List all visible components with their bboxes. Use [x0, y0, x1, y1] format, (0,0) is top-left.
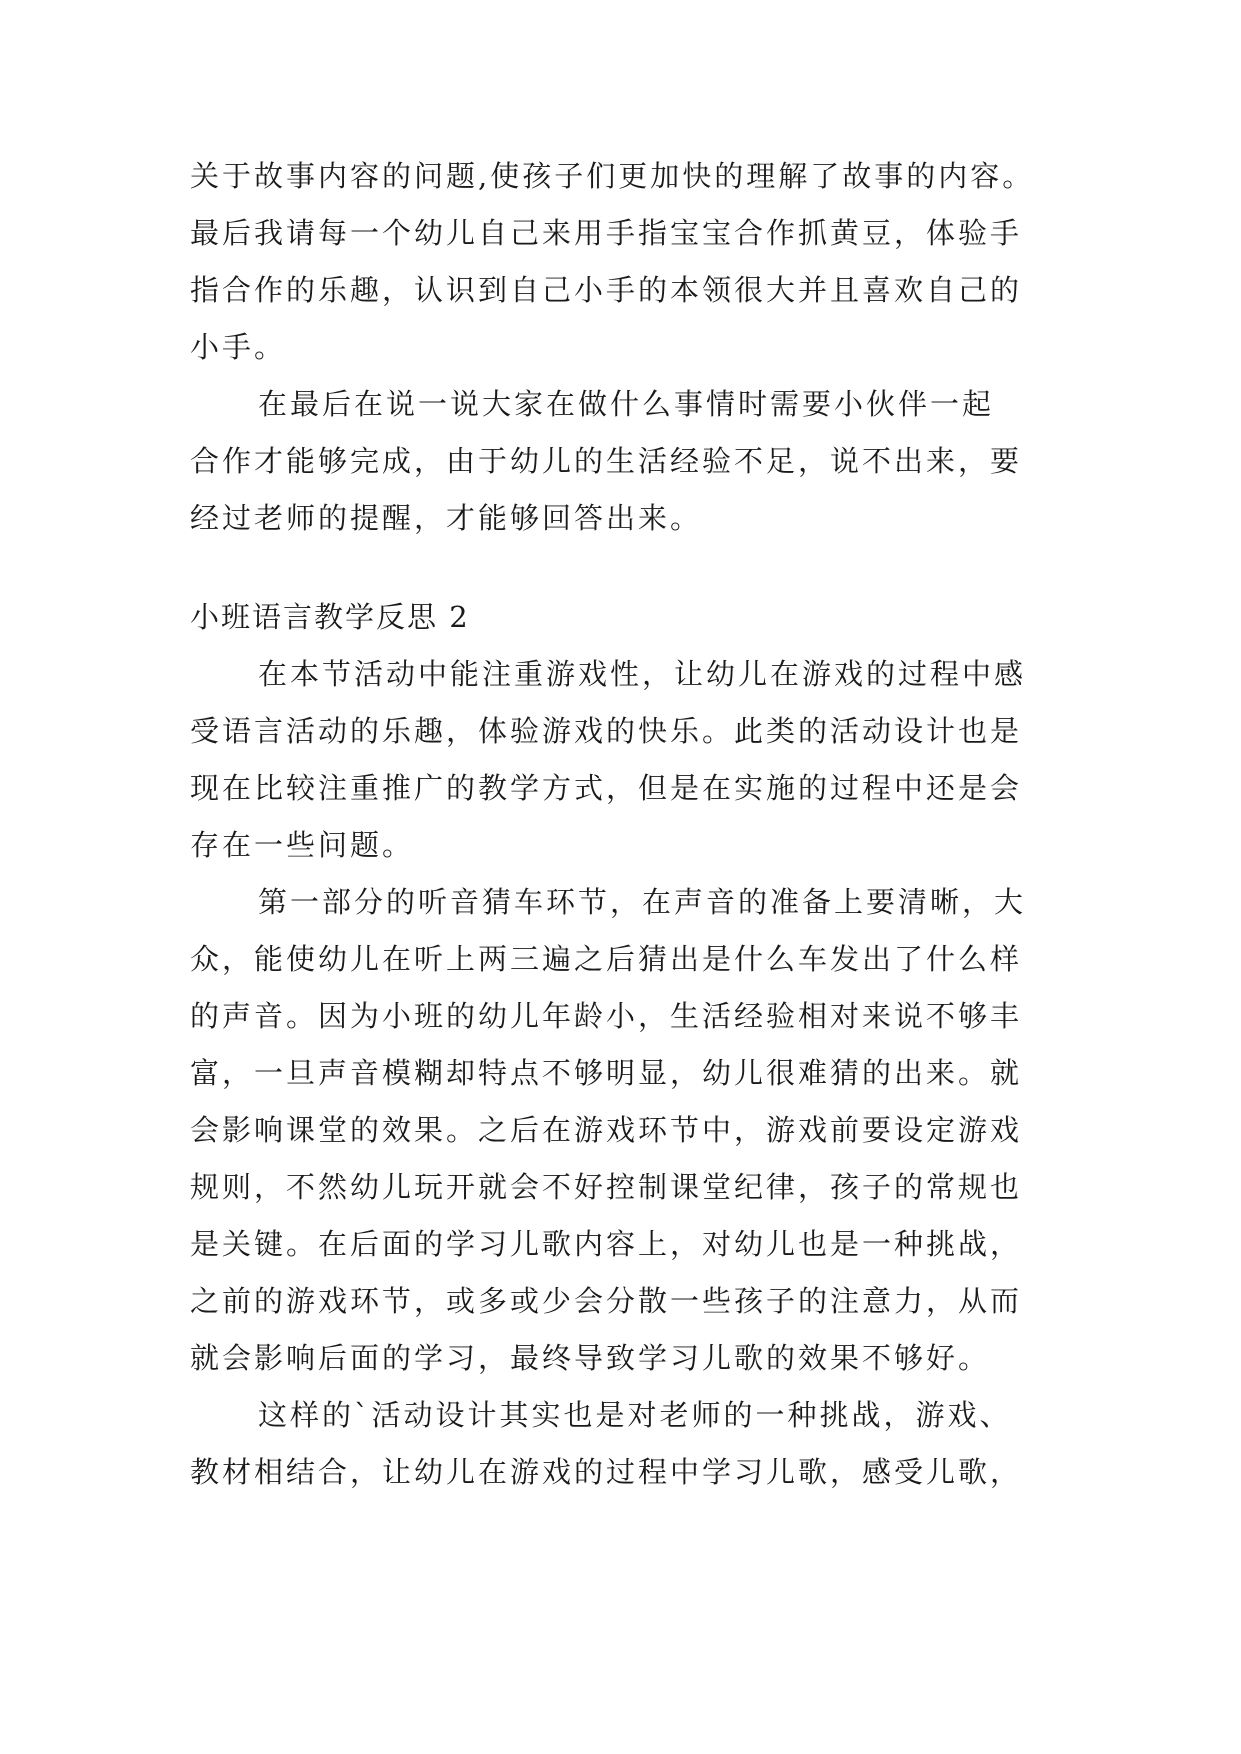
text-line: 在本节活动中能注重游戏性，让幼儿在游戏的过程中感 — [258, 657, 1027, 691]
text-line: 受语言活动的乐趣，体验游戏的快乐。此类的活动设计也是 — [190, 714, 1023, 748]
paragraph-sound-guessing — [190, 874, 1110, 1387]
text-line: 现在比较注重推广的教学方式，但是在实施的过程中还是会 — [190, 771, 1023, 805]
paragraph-cooperation — [190, 376, 1110, 547]
section-title: 小班语言教学反思 2 — [190, 600, 470, 634]
paragraph-game-activity — [190, 646, 1110, 874]
text-line: 这样的`活动设计其实也是对老师的一种挑战，游戏、 — [258, 1398, 1012, 1432]
text-line: 第一部分的听音猜车环节，在声音的准备上要清晰，大 — [258, 885, 1027, 919]
text-line: 教材相结合，让幼儿在游戏的过程中学习儿歌，感受儿歌， — [190, 1455, 1023, 1489]
text-line: 在最后在说一说大家在做什么事情时需要小伙伴一起 — [258, 387, 995, 421]
text-line: 富，一旦声音模糊却特点不够明显，幼儿很难猜的出来。就 — [190, 1056, 1023, 1090]
paragraph-story-summary — [190, 148, 1110, 376]
text-line: 之前的游戏环节，或多或少会分散一些孩子的注意力，从而 — [190, 1284, 1023, 1318]
text-line: 指合作的乐趣，认识到自己小手的本领很大并且喜欢自己的 — [190, 273, 1023, 307]
text-line: 小手。 — [190, 330, 287, 364]
text-line: 就会影响后面的学习，最终导致学习儿歌的效果不够好。 — [190, 1341, 991, 1375]
paragraph-teacher-challenge — [190, 1387, 1110, 1501]
text-line: 会影响课堂的效果。之后在游戏环节中，游戏前要设定游戏 — [190, 1113, 1023, 1147]
document-body — [190, 148, 1110, 1501]
text-line: 最后我请每一个幼儿自己来用手指宝宝合作抓黄豆，体验手 — [190, 216, 1023, 250]
text-line: 经过老师的提醒，才能够回答出来。 — [190, 501, 703, 535]
text-line: 合作才能够完成，由于幼儿的生活经验不足，说不出来，要 — [190, 444, 1023, 478]
text-line: 规则，不然幼儿玩开就会不好控制课堂纪律，孩子的常规也 — [190, 1170, 1023, 1204]
text-line: 是关键。在后面的学习儿歌内容上，对幼儿也是一种挑战， — [190, 1227, 1023, 1261]
text-line: 众，能使幼儿在听上两三遍之后猜出是什么车发出了什么样 — [190, 942, 1023, 976]
text-line: 的声音。因为小班的幼儿年龄小，生活经验相对来说不够丰 — [190, 999, 1023, 1033]
text-line: 存在一些问题。 — [190, 828, 415, 862]
section-spacer — [190, 547, 1110, 589]
text-line: 关于故事内容的问题,使孩子们更加快的理解了故事的内容。 — [190, 159, 1035, 193]
